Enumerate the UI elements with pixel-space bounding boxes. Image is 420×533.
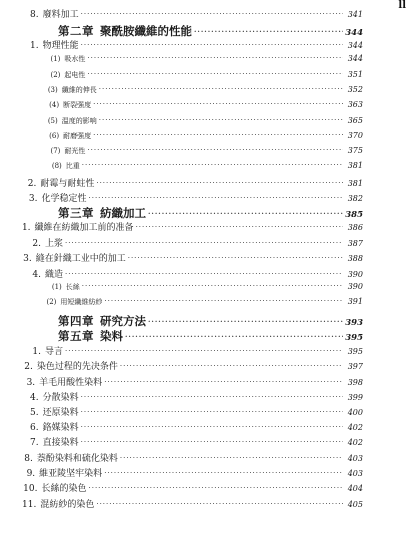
toc-entry <box>0 7 363 20</box>
page-numeral: ll <box>398 0 406 11</box>
dot-leader <box>81 10 343 18</box>
toc-entry-title: 上浆 <box>44 239 63 249</box>
toc-entry-page: 382 <box>347 194 363 203</box>
toc-entry <box>0 220 363 233</box>
toc-entry-number: (4) <box>49 101 60 109</box>
dot-leader <box>125 332 343 341</box>
dot-leader <box>104 469 343 477</box>
dot-leader <box>87 54 343 62</box>
toc-entry <box>0 116 363 126</box>
toc-entry-title: 研究方法 <box>100 314 146 328</box>
toc-entry-page: 386 <box>347 223 363 232</box>
toc-entry-page: 404 <box>347 484 363 493</box>
toc-entry-page: 387 <box>347 239 363 248</box>
dot-leader <box>87 70 343 78</box>
toc-entry-number: 2. <box>27 179 37 189</box>
dot-leader <box>65 270 343 278</box>
toc-entry-title: 鉻媒染料 <box>42 423 79 433</box>
toc-entry-number: (5) <box>47 117 58 125</box>
toc-entry <box>0 344 363 357</box>
dot-leader <box>120 454 343 462</box>
toc-entry-number: (3) <box>47 86 58 94</box>
toc-entry <box>0 205 363 221</box>
toc-entry-page: 391 <box>347 297 363 306</box>
toc-entry-number: 第三章 <box>58 206 94 220</box>
toc-entry-number: (2) <box>50 71 61 79</box>
toc-entry-number: (6) <box>49 132 60 140</box>
toc-entry-page: 363 <box>347 100 363 109</box>
toc-entry-title: 萘酚染料和硫化染料 <box>36 454 118 464</box>
dot-leader <box>89 194 344 202</box>
toc-entry-number: 10. <box>23 484 38 494</box>
toc-entry-page: 398 <box>347 378 363 387</box>
toc-entry-title: 吸水性 <box>64 55 86 63</box>
dot-leader <box>128 254 343 262</box>
dot-leader <box>81 41 343 49</box>
dot-leader <box>99 85 343 93</box>
toc-entry-page: 344 <box>345 28 363 38</box>
dot-leader <box>81 438 343 446</box>
toc-entry <box>0 420 363 433</box>
toc-entry-number: 4. <box>30 393 39 403</box>
toc-entry-title: 温度的影响 <box>61 117 97 125</box>
toc-entry-title: 混紡紗的染色 <box>40 500 95 510</box>
dot-leader <box>99 116 343 124</box>
toc-entry <box>0 359 363 372</box>
toc-entry <box>0 146 363 156</box>
toc-entry-title: 导言 <box>44 347 63 357</box>
toc-entry-title: 长絲 <box>65 283 80 291</box>
toc-entry <box>0 100 363 110</box>
toc-entry-title: 直接染料 <box>42 438 79 448</box>
toc-entry-title: 比重 <box>65 162 80 170</box>
toc-entry <box>0 70 363 80</box>
toc-entry <box>0 176 363 189</box>
toc-entry-page: 365 <box>347 116 363 125</box>
toc-entry-page: 390 <box>347 282 363 291</box>
toc-entry-number: 第四章 <box>58 314 94 328</box>
toc-entry-title: 纖維的伸長 <box>61 86 97 94</box>
dot-leader <box>87 146 343 154</box>
dot-leader <box>81 423 343 431</box>
toc-entry-title: 耐霉与耐蛀性 <box>40 179 95 189</box>
toc-entry-page: 381 <box>347 179 363 188</box>
toc-entry-number: 2. <box>32 239 41 249</box>
dot-leader <box>82 161 343 169</box>
toc-entry <box>0 191 363 204</box>
toc-entry-page: 395 <box>345 333 363 343</box>
toc-entry-page: 402 <box>347 423 363 432</box>
toc-entry <box>0 375 363 388</box>
toc-entry-title: 纖維在紡織加工前的准备 <box>34 223 134 233</box>
dot-leader <box>96 179 343 187</box>
dot-leader <box>89 484 344 492</box>
toc-entry-page: 403 <box>347 454 363 463</box>
toc-entry-page: 352 <box>347 85 363 94</box>
dot-leader <box>194 27 343 36</box>
toc-entry-title: 耐磨强度 <box>63 132 92 140</box>
toc-entry-title: 起电性 <box>64 71 86 79</box>
toc-entry-title: 聚酰胺纖維的性能 <box>100 24 192 38</box>
toc-entry-number: 8. <box>30 10 39 20</box>
toc-entry <box>0 38 363 51</box>
toc-entry-title: 耐光性 <box>64 147 86 155</box>
toc-entry-number: 3. <box>26 378 36 388</box>
toc-entry-number: 6. <box>30 423 39 433</box>
toc-entry-page: 344 <box>347 54 363 63</box>
dot-leader <box>65 347 343 355</box>
toc-entry <box>0 54 363 64</box>
dot-leader <box>136 223 343 231</box>
toc-entry-number: 3. <box>28 194 38 204</box>
toc-entry-title: 羊毛用酸性染料 <box>39 378 103 388</box>
toc-entry-number: 9. <box>26 469 36 479</box>
toc-entry-title: 廢料加工 <box>42 10 79 20</box>
toc-entry-title: 維亚陵坚牢染料 <box>39 469 103 479</box>
toc-entry <box>0 313 363 329</box>
toc-entry <box>0 405 363 418</box>
toc-entry-number: 第五章 <box>58 329 94 343</box>
toc-entry <box>0 23 363 39</box>
toc-entry-number: 11. <box>22 500 37 510</box>
dot-leader <box>82 282 343 290</box>
toc-entry-title: 分散染料 <box>42 393 79 403</box>
toc-entry-number: 8. <box>24 454 33 464</box>
toc-entry-number: 1. <box>21 223 31 233</box>
dot-leader <box>148 209 343 218</box>
toc-entry-number: (1) <box>50 55 61 63</box>
toc-entry-page: 344 <box>347 41 363 50</box>
toc-entry-page: 385 <box>345 210 363 220</box>
toc-entry <box>0 451 363 464</box>
toc-entry <box>0 251 363 264</box>
toc-entry <box>0 328 363 344</box>
toc-entry-number: (1) <box>51 283 62 291</box>
toc-entry-title: 断裂强度 <box>63 101 92 109</box>
dot-leader <box>148 317 343 326</box>
toc-entry-number: (8) <box>51 162 62 170</box>
toc-entry-number: 1. <box>30 41 39 51</box>
toc-entry-page: 400 <box>347 408 363 417</box>
toc-entry-page: 402 <box>347 438 363 447</box>
toc-entry-page: 405 <box>347 500 363 509</box>
toc-entry-title: 縫在針織工业中的加工 <box>35 254 126 264</box>
toc-entry-number: 第二章 <box>58 24 94 38</box>
toc-entry <box>0 131 363 141</box>
toc-entry <box>0 466 363 479</box>
toc-entry <box>0 267 363 280</box>
toc-entry-page: 403 <box>347 469 363 478</box>
toc-entry <box>0 481 363 494</box>
toc-entry-page: 388 <box>347 254 363 263</box>
toc-entry-page: 390 <box>347 270 363 279</box>
toc-entry <box>0 390 363 403</box>
toc-entry-title: 染色过程的先决条件 <box>36 362 118 372</box>
toc-entry <box>0 282 363 292</box>
dot-leader <box>93 100 343 108</box>
toc-entry <box>0 85 363 95</box>
toc-entry-number: (7) <box>50 147 61 155</box>
toc-entry-page: 351 <box>347 70 363 79</box>
toc-entry <box>0 497 363 510</box>
toc-entry-page: 370 <box>347 131 363 140</box>
toc-entry-number: 7. <box>30 438 39 448</box>
toc-entry-number: 5. <box>30 408 39 418</box>
toc-entry-page: 381 <box>347 161 363 170</box>
dot-leader <box>96 500 343 508</box>
toc-entry-number: 4. <box>32 270 41 280</box>
toc-entry-title: 长絲的染色 <box>41 484 87 494</box>
toc-entry-title: 染料 <box>100 329 123 343</box>
toc-entry-title: 用短纖維紡紗 <box>60 298 103 306</box>
dot-leader <box>81 393 343 401</box>
toc-entry <box>0 435 363 448</box>
dot-leader <box>104 378 343 386</box>
toc-entry-title: 物理性能 <box>42 41 79 51</box>
toc-entry-number: 3. <box>23 254 32 264</box>
toc-entry <box>0 161 363 171</box>
toc-entry-number: 2. <box>24 362 33 372</box>
toc-entry-page: 397 <box>347 362 363 371</box>
toc-entry-title: 化学稳定性 <box>41 194 87 204</box>
dot-leader <box>65 239 343 247</box>
toc-entry-number: (2) <box>46 298 57 306</box>
toc-entry-title: 織造 <box>44 270 63 280</box>
toc-entry-page: 395 <box>347 347 363 356</box>
dot-leader <box>93 131 343 139</box>
toc-entry <box>0 236 363 249</box>
dot-leader <box>81 408 343 416</box>
toc-entry-number: 1. <box>32 347 41 357</box>
toc-entry-title: 紡織加工 <box>100 206 146 220</box>
dot-leader <box>120 362 343 370</box>
toc-entry-page: 341 <box>347 10 363 19</box>
toc-entry-page: 375 <box>347 146 363 155</box>
dot-leader <box>104 297 343 305</box>
toc-entry-title: 还原染料 <box>42 408 79 418</box>
toc-entry-page: 399 <box>347 393 363 402</box>
toc-entry-page: 393 <box>345 318 363 328</box>
toc-entry <box>0 297 363 307</box>
